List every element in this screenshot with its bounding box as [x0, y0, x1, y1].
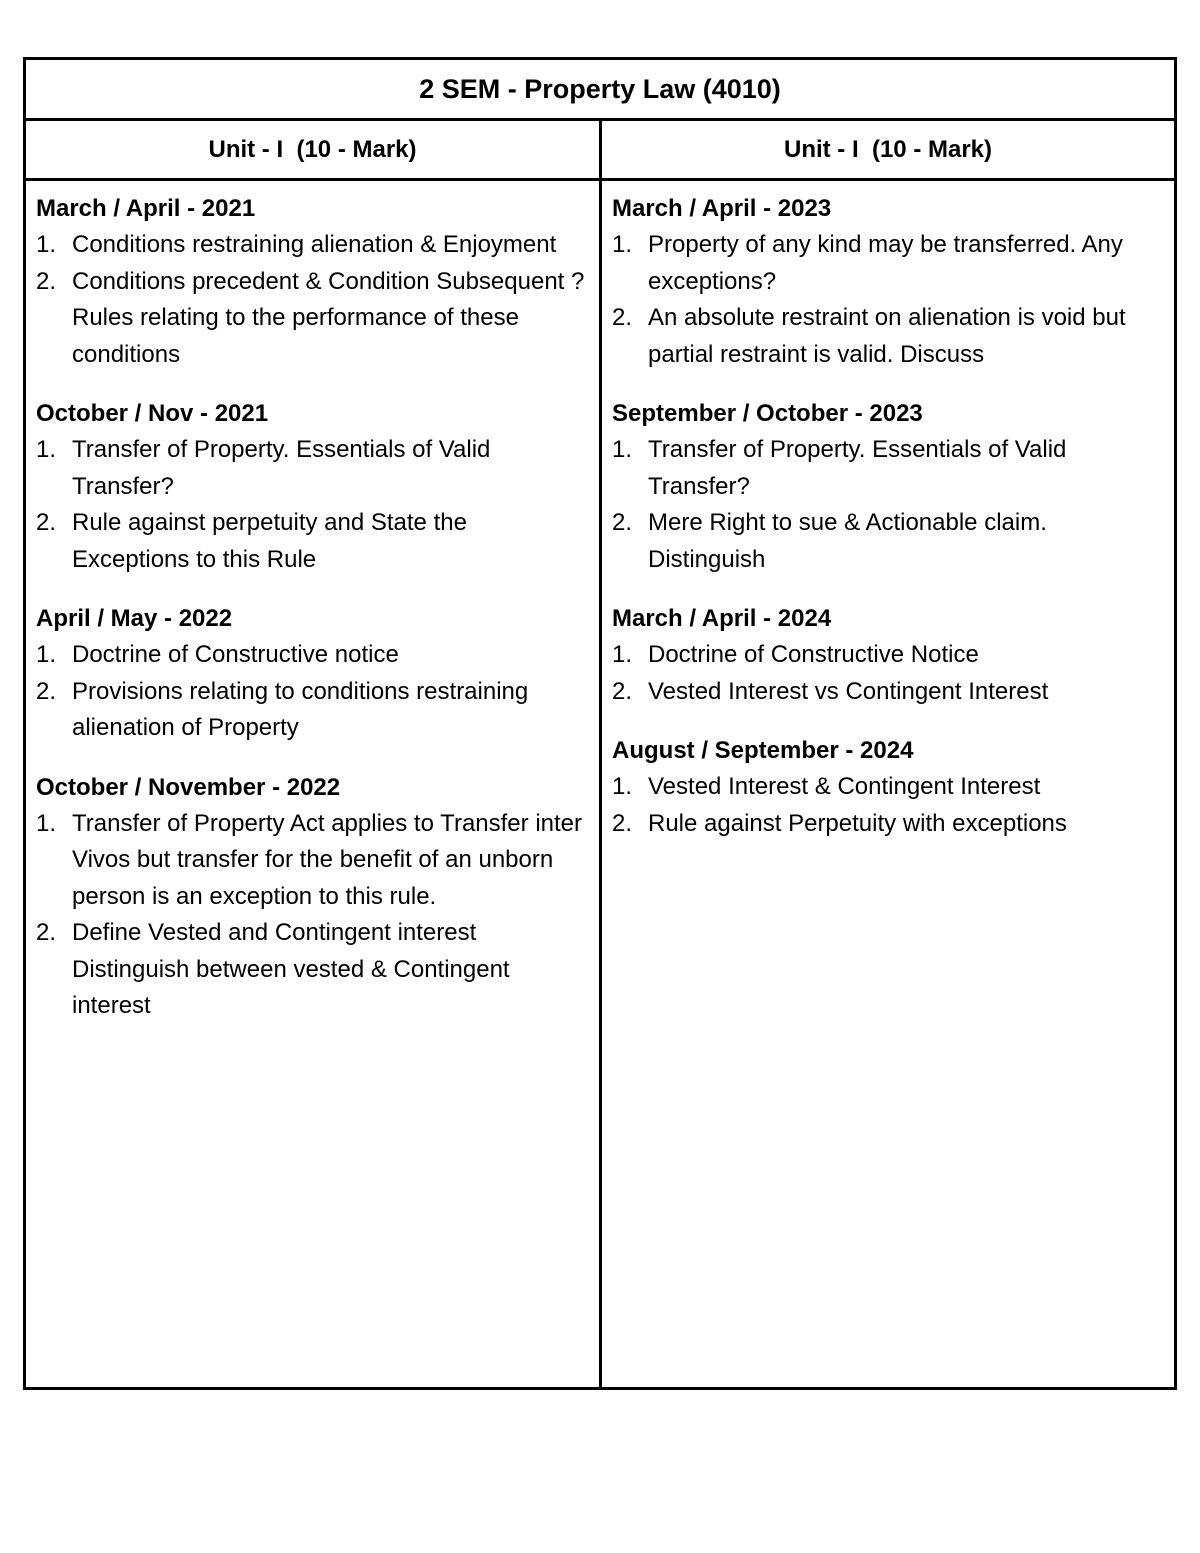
question-list — [36, 432, 589, 578]
question-item — [612, 806, 1164, 843]
question-item — [612, 674, 1164, 711]
question-text: Rule against perpetuity and State the Exceptions to this Rule — [72, 509, 467, 573]
question-number: 1. — [36, 436, 57, 463]
question-item — [612, 300, 1164, 373]
question-list — [612, 637, 1164, 710]
question-item — [612, 505, 1164, 578]
question-text: Rule against Perpetuity with exceptions — [648, 809, 1067, 837]
question-item — [612, 769, 1164, 806]
question-list — [36, 806, 589, 1025]
question-list — [36, 227, 589, 373]
page-title: 2 SEM - Property Law (4010) — [26, 60, 1174, 121]
question-number: 2. — [612, 677, 633, 705]
question-number: 1. — [36, 231, 57, 258]
right-column — [602, 181, 1174, 1387]
question-number: 2. — [36, 267, 57, 295]
question-number: 2. — [36, 919, 57, 946]
left-unit-header: Unit - I (10 - Mark) — [26, 121, 602, 178]
question-item — [36, 915, 589, 1025]
session-block — [36, 770, 589, 1025]
session-title: August / September - 2024 — [612, 737, 914, 764]
question-list — [612, 769, 1164, 842]
question-number: 1. — [612, 641, 633, 668]
question-list — [36, 637, 589, 747]
question-text: Transfer of Property. Essentials of Valid Transfer? — [648, 436, 1067, 500]
question-number: 2. — [36, 509, 57, 536]
question-text: Doctrine of Constructive notice — [72, 641, 399, 668]
question-text: Transfer of Property. Essentials of Valid Transfer? — [72, 436, 491, 500]
question-number: 2. — [612, 509, 633, 536]
right-unit-header: Unit - I (10 - Mark) — [783, 135, 993, 163]
session-block — [36, 601, 589, 747]
question-text: Transfer of Property Act applies to Transfer inter Vivos but transfer for the benefit of an unborn person is an exception to this rule. — [72, 809, 582, 910]
session-title: March / April - 2023 — [612, 195, 832, 222]
session-title: March / April - 2024 — [612, 605, 832, 632]
session-title: April / May - 2022 — [36, 605, 233, 632]
header-row — [26, 121, 1174, 181]
question-item — [36, 674, 589, 747]
question-text: Vested Interest & Contingent Interest — [648, 773, 1041, 800]
question-text: Conditions precedent & Condition Subsequent ? Rules relating to the performance of these conditions — [72, 267, 585, 368]
question-text: Provisions relating to conditions restraining alienation of Property — [72, 677, 529, 741]
question-table — [23, 57, 1177, 1390]
session-title: October / Nov - 2021 — [36, 400, 269, 427]
question-number: 2. — [36, 677, 57, 705]
session-block — [36, 191, 589, 373]
session-title: March / April - 2021 — [36, 195, 256, 222]
session-block — [612, 191, 1164, 373]
question-item — [612, 432, 1164, 505]
session-title: October / November - 2022 — [36, 773, 341, 801]
question-number: 1. — [612, 231, 633, 258]
question-item — [36, 806, 589, 916]
question-text: Define Vested and Contingent interest Distinguish between vested & Contingent interest — [72, 919, 510, 1019]
session-block — [612, 601, 1164, 710]
left-column — [26, 181, 602, 1387]
question-list — [612, 227, 1164, 373]
question-text: Property of any kind may be transferred. Any exceptions? — [648, 231, 1123, 295]
question-number: 1. — [612, 436, 633, 463]
session-title: September / October - 2023 — [612, 400, 923, 427]
question-item — [612, 227, 1164, 300]
question-item — [36, 505, 589, 578]
question-text: Conditions restraining alienation & Enjoyment — [72, 231, 557, 258]
session-block — [612, 396, 1164, 578]
question-text: Doctrine of Constructive Notice — [648, 641, 979, 668]
question-item — [36, 264, 589, 374]
question-text: An absolute restraint on alienation is void but partial restraint is valid. Discuss — [648, 304, 1126, 368]
question-item — [36, 637, 589, 674]
question-item — [612, 637, 1164, 674]
session-block — [36, 396, 589, 578]
question-list — [612, 432, 1164, 578]
question-number: 1. — [36, 641, 57, 668]
question-text: Vested Interest vs Contingent Interest — [648, 677, 1049, 705]
question-number: 2. — [612, 809, 633, 837]
question-item — [36, 432, 589, 505]
question-number: 2. — [612, 304, 633, 331]
question-text: Mere Right to sue & Actionable claim. Distinguish — [648, 509, 1047, 573]
session-block — [612, 733, 1164, 842]
question-item — [36, 227, 589, 264]
body-row — [26, 181, 1174, 1387]
question-number: 1. — [612, 773, 633, 800]
question-number: 1. — [36, 809, 57, 837]
